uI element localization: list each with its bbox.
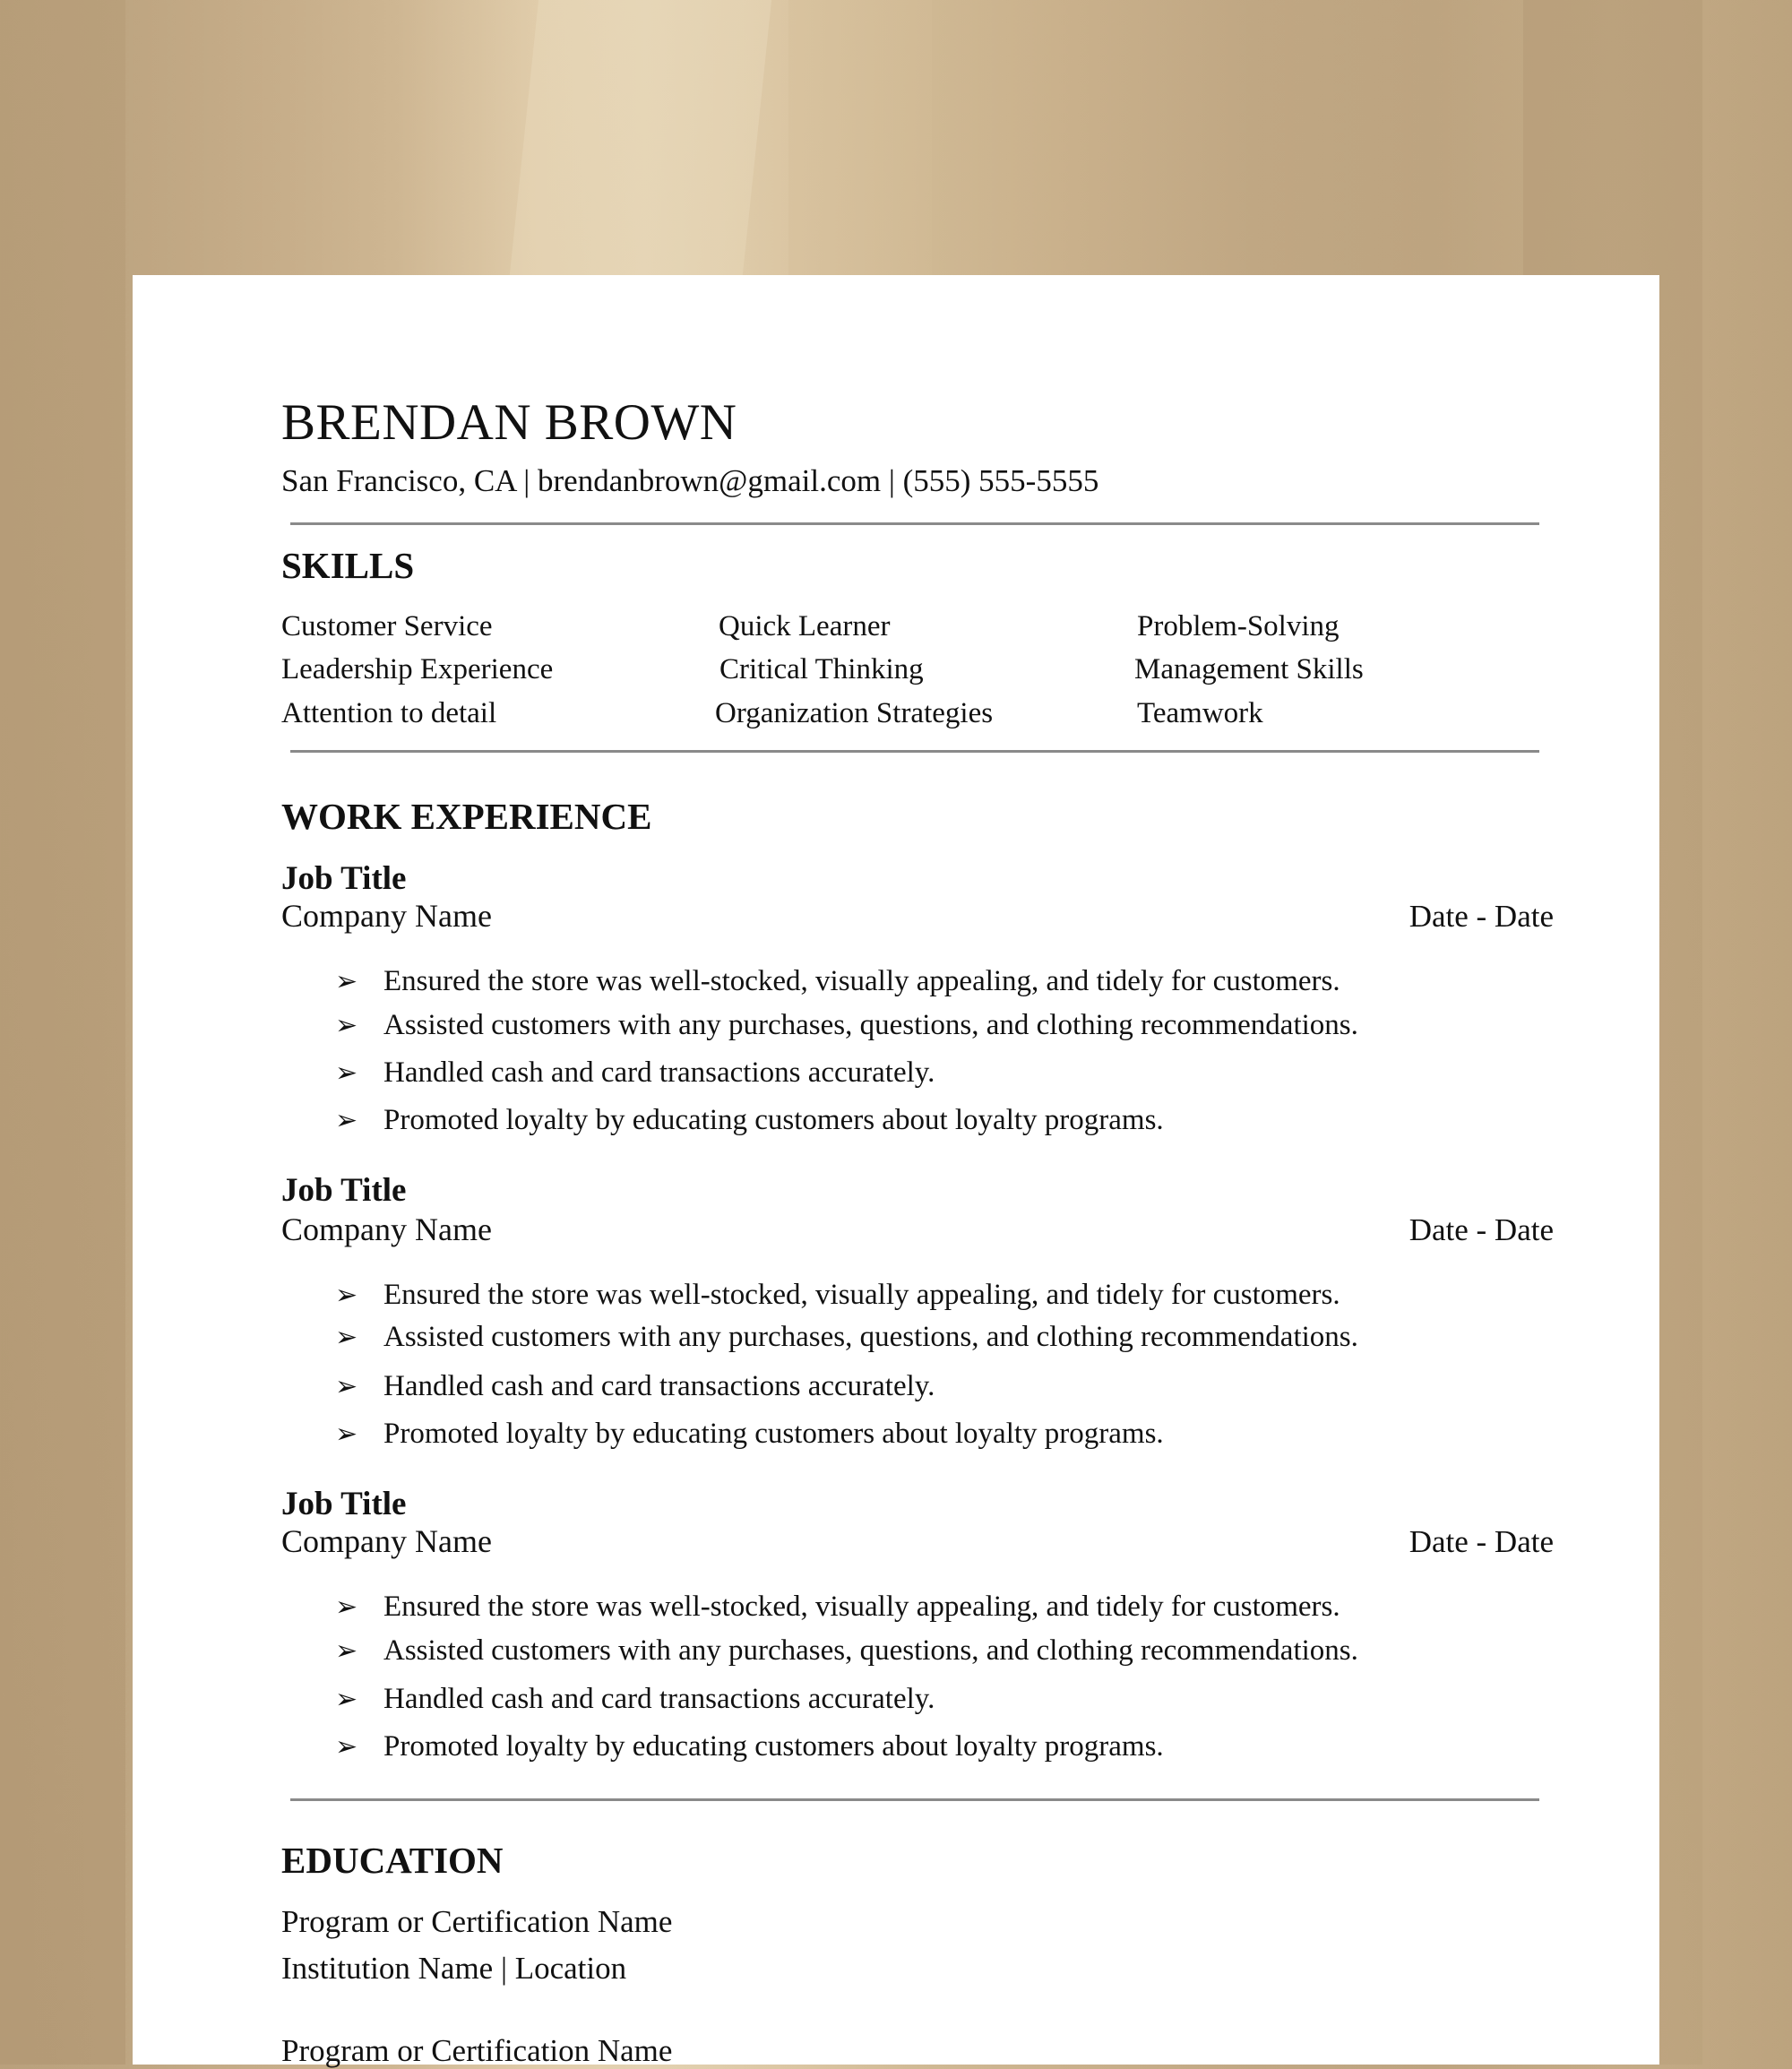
skill-item: Quick Learner — [719, 610, 891, 642]
section-divider — [290, 750, 1539, 753]
skill-item: Customer Service — [281, 610, 493, 642]
arrowhead-bullet-icon: ➢ — [335, 1418, 358, 1450]
section-divider — [290, 1798, 1539, 1801]
education-program: Program or Certification Name — [281, 2033, 673, 2068]
work-experience-heading: WORK EXPERIENCE — [281, 796, 652, 837]
job-bullet: ➢ Handled cash and card transactions accurately. — [335, 1056, 935, 1089]
skill-item: Management Skills — [1134, 653, 1364, 685]
skill-item: Teamwork — [1137, 697, 1263, 729]
job-title: Job Title — [281, 860, 407, 897]
company-name: Company Name — [281, 1211, 492, 1247]
job-dates: Date - Date — [1409, 899, 1554, 934]
education-institution: Institution Name | Location — [281, 1951, 627, 1986]
job-bullet: ➢ Ensured the store was well-stocked, visually appealing, and tidely for customers. — [335, 1591, 1340, 1623]
resume-name: BRENDAN BROWN — [281, 394, 737, 451]
skill-item: Attention to detail — [281, 697, 497, 729]
company-name: Company Name — [281, 1523, 492, 1559]
job-bullet: ➢ Promoted loyalty by educating customers about loyalty programs. — [335, 1104, 1164, 1136]
arrowhead-bullet-icon: ➢ — [335, 1010, 358, 1041]
job-bullet: ➢ Ensured the store was well-stocked, visually appealing, and tidely for customers. — [335, 1279, 1340, 1311]
arrowhead-bullet-icon: ➢ — [335, 1591, 358, 1623]
arrowhead-bullet-icon: ➢ — [335, 1684, 358, 1715]
skill-item: Critical Thinking — [719, 653, 924, 685]
job-bullet: ➢ Promoted loyalty by educating customers about loyalty programs. — [335, 1418, 1164, 1450]
skill-item: Leadership Experience — [281, 653, 554, 685]
resume-page — [133, 275, 1659, 2068]
job-title: Job Title — [281, 1172, 407, 1209]
arrowhead-bullet-icon: ➢ — [335, 1105, 358, 1136]
job-bullet: ➢ Handled cash and card transactions accurately. — [335, 1370, 935, 1402]
arrowhead-bullet-icon: ➢ — [335, 1057, 358, 1089]
arrowhead-bullet-icon: ➢ — [335, 1635, 358, 1667]
education-heading: EDUCATION — [281, 1840, 504, 1881]
arrowhead-bullet-icon: ➢ — [335, 1322, 358, 1353]
job-bullet: ➢ Assisted customers with any purchases, questions, and clothing recommendations. — [335, 1321, 1358, 1353]
job-bullet: ➢ Ensured the store was well-stocked, visually appealing, and tidely for customers. — [335, 965, 1340, 997]
background-texture — [0, 0, 125, 2065]
arrowhead-bullet-icon: ➢ — [335, 1280, 358, 1311]
skill-item: Organization Strategies — [715, 697, 994, 729]
company-name: Company Name — [281, 898, 492, 934]
job-bullet: ➢ Assisted customers with any purchases, questions, and clothing recommendations. — [335, 1634, 1358, 1667]
job-bullet: ➢ Promoted loyalty by educating customers about loyalty programs. — [335, 1730, 1164, 1763]
job-title: Job Title — [281, 1486, 407, 1522]
job-bullet: ➢ Handled cash and card transactions accurately. — [335, 1683, 935, 1715]
contact-info: San Francisco, CA | brendanbrown@gmail.com | (555) 555-5555 — [281, 463, 1099, 498]
job-bullet: ➢ Assisted customers with any purchases, questions, and clothing recommendations. — [335, 1009, 1358, 1041]
skills-heading: SKILLS — [281, 545, 415, 586]
section-divider — [290, 522, 1539, 525]
arrowhead-bullet-icon: ➢ — [335, 1371, 358, 1402]
job-dates: Date - Date — [1409, 1524, 1554, 1559]
education-program: Program or Certification Name — [281, 1904, 673, 1939]
arrowhead-bullet-icon: ➢ — [335, 1731, 358, 1763]
skill-item: Problem-Solving — [1137, 610, 1340, 642]
arrowhead-bullet-icon: ➢ — [335, 966, 358, 997]
job-dates: Date - Date — [1409, 1212, 1554, 1247]
